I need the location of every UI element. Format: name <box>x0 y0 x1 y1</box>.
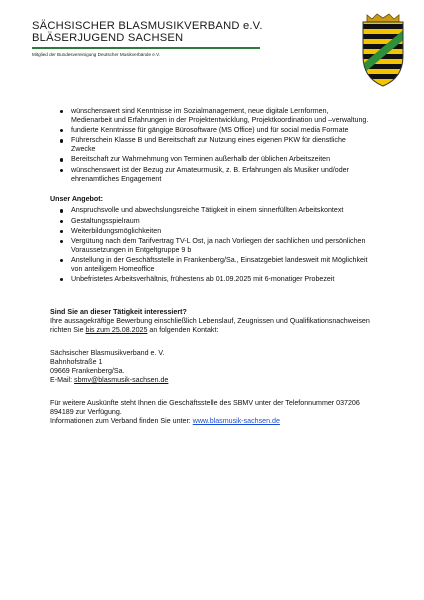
job-posting-body <box>50 107 370 426</box>
org-name-line1: SÄCHSISCHER BLASMUSIKVERBAND e.V. <box>32 20 263 32</box>
letterhead <box>32 20 342 57</box>
contact-street: Bahnhofstraße 1 <box>50 357 103 366</box>
bullet-icon <box>60 139 63 142</box>
closing-text <box>50 399 370 426</box>
list-item: Führerschein Klasse B und Bereitschaft zur Nutzung eines eigenen PKW für dienstliche Zwecke <box>50 136 370 154</box>
bullet-icon <box>60 169 63 172</box>
list-item: Gestaltungsspielraum <box>50 217 370 226</box>
bullet-icon <box>60 230 63 233</box>
list-item: Weiterbildungsmöglichkeiten <box>50 227 370 236</box>
org-name-line2: BLÄSERJUGEND SACHSEN <box>32 32 184 44</box>
bullet-icon <box>60 209 63 212</box>
application-text: Ihre aussagekräftige Bewerbung einschließlich Lebenslauf, Zeugnissen und Qualifikationsnachweisen richten Sie bis zum 25.08.2025 an folgenden Kontakt: <box>50 316 370 334</box>
email-link[interactable]: sbmv@blasmusik-sachsen.de <box>74 375 169 384</box>
list-item: Anstellung in der Geschäftsstelle in Frankenberg/Sa., Einsatzgebiet landesweit mit Möglichkeit von anteiligem Homeoffice <box>50 256 370 274</box>
list-item: fundierte Kenntnisse für gängige Bürosoftware (MS Office) und für social media Formate <box>50 126 370 135</box>
website-link[interactable]: www.blasmusik-sachsen.de <box>192 416 280 425</box>
bullet-icon <box>60 240 63 243</box>
offer-heading: Unser Angebot: <box>50 195 103 204</box>
membership-line: Mitglied der Bundesvereinigung Deutscher Musikverbände e.V. <box>32 51 161 57</box>
list-item: wünschenswert ist der Bezug zur Amateurmusik, z. B. Erfahrungen als Musiker und/oder ehrenamtliches Engagement <box>50 166 370 184</box>
letterhead-rule <box>32 47 260 49</box>
bullet-icon <box>60 110 63 113</box>
list-item: Bereitschaft zur Wahrnehmung von Terminen außerhalb der üblichen Arbeitszeiten <box>50 155 370 164</box>
website-info: Informationen zum Verband finden Sie unter: www.blasmusik-sachsen.de <box>50 416 280 425</box>
bullet-icon <box>60 158 63 161</box>
bullet-icon <box>60 220 63 223</box>
application-heading: Sind Sie an dieser Tätigkeit interessiert? <box>50 308 187 317</box>
list-item: wünschenswert sind Kenntnisse im Sozialmanagement, neue digitale Lernformen, Medienarbeit und Erfahrungen in der Projektentwicklung, Projektkoordination und –verwaltung. <box>50 107 370 125</box>
offer-list <box>50 206 370 284</box>
contact-name: Sächsischer Blasmusikverband e. V. <box>50 348 165 357</box>
list-item: Anspruchsvolle und abwechslungsreiche Tätigkeit in einem sinnerfüllten Arbeitskontext <box>50 206 370 215</box>
saxony-coat-of-arms-icon <box>358 12 408 88</box>
list-item: Unbefristetes Arbeitsverhältnis, frühestens ab 01.09.2025 mit 6-monatiger Probezeit <box>50 275 370 284</box>
phone-info: Für weitere Auskünfte steht Ihnen die Geschäftsstelle des SBMV unter der Telefonnummer 037206 894189 zur Verfügung. <box>50 398 360 416</box>
contact-city: 09669 Frankenberg/Sa. <box>50 366 125 375</box>
contact-address <box>50 349 370 385</box>
requirements-list <box>50 107 370 183</box>
bullet-icon <box>60 278 63 281</box>
contact-email-line: E-Mail: sbmv@blasmusik-sachsen.de <box>50 375 169 384</box>
list-item: Vergütung nach dem Tarifvertrag TV-L Ost, ja nach Vorliegen der sachlichen und persönlichen Voraussetzungen in Entgeltgruppe 9 b <box>50 237 370 255</box>
deadline: bis zum 25.08.2025 <box>85 325 148 334</box>
bullet-icon <box>60 129 63 132</box>
bullet-icon <box>60 259 63 262</box>
